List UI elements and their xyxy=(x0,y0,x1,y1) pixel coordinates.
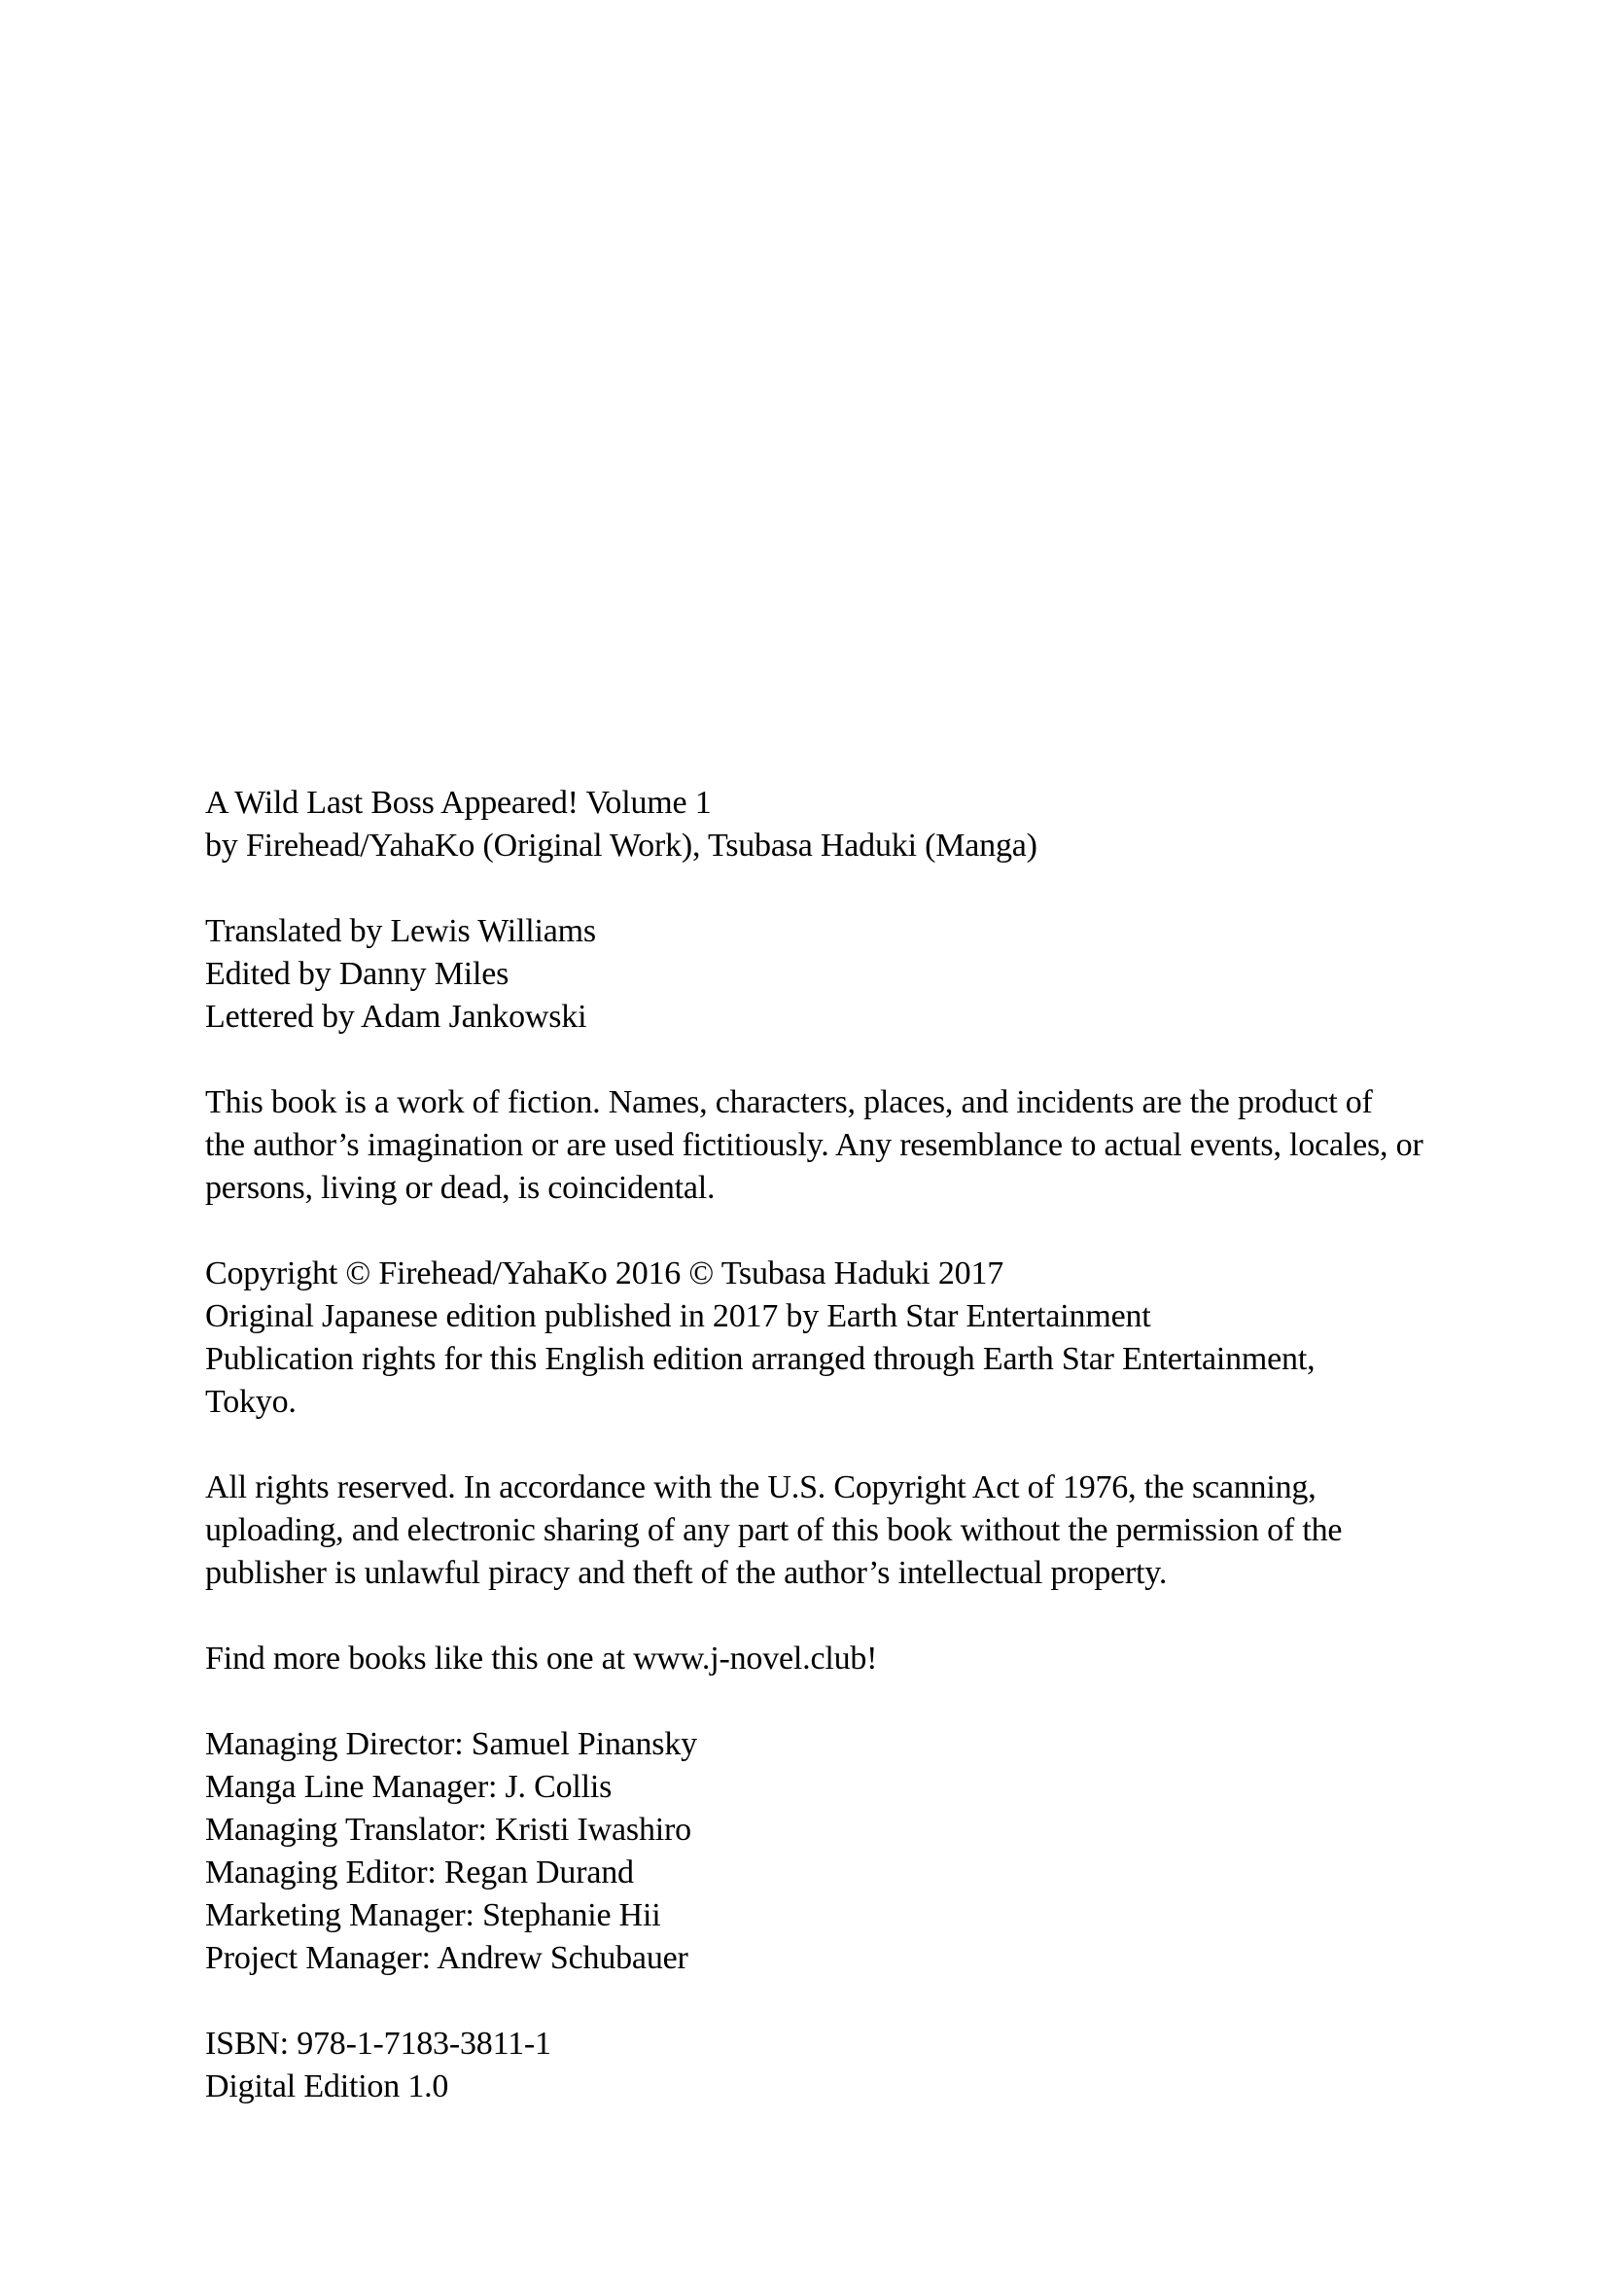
staff-credit-project-manager: Project Manager: Andrew Schubauer xyxy=(205,1940,688,1976)
paragraph-production-credits xyxy=(205,910,1423,1039)
staff-credit-marketing-manager: Marketing Manager: Stephanie Hii xyxy=(205,1897,661,1933)
isbn-line: ISBN: 978-1-7183-3811-1 xyxy=(205,2026,551,2062)
paragraph-promo xyxy=(205,1638,1423,1680)
text-line: Original Japanese edition published in 2017 by Earth Star Entertainment xyxy=(205,1298,1151,1334)
edition-line: Digital Edition 1.0 xyxy=(205,2068,449,2104)
paragraph-copyright-notice xyxy=(205,1253,1423,1424)
staff-credit-manga-line-manager: Manga Line Manager: J. Collis xyxy=(205,1769,613,1805)
paragraph-fiction-disclaimer xyxy=(205,1081,1423,1210)
translator-credit: Translated by Lewis Williams xyxy=(205,913,596,949)
staff-credit-managing-editor: Managing Editor: Regan Durand xyxy=(205,1854,634,1890)
editor-credit: Edited by Danny Miles xyxy=(205,956,509,992)
text-line: publisher is unlawful piracy and theft of the author’s intellectual property. xyxy=(205,1555,1168,1591)
text-line: Publication rights for this English edition arranged through Earth Star Entertainment, xyxy=(205,1341,1316,1377)
text-line: All rights reserved. In accordance with the U.S. Copyright Act of 1976, the scanning, xyxy=(205,1469,1317,1505)
book-title: A Wild Last Boss Appeared! Volume 1 xyxy=(205,785,712,821)
text-line: uploading, and electronic sharing of any part of this book without the permission of the xyxy=(205,1512,1343,1548)
text-line: This book is a work of fiction. Names, characters, places, and incidents are the product of xyxy=(205,1084,1373,1120)
staff-credit-managing-director: Managing Director: Samuel Pinansky xyxy=(205,1726,697,1762)
paragraph-rights-notice xyxy=(205,1466,1423,1595)
paragraph-staff-credits xyxy=(205,1723,1423,1980)
paragraph-title-block xyxy=(205,782,1423,867)
paragraph-edition-info xyxy=(205,2023,1423,2108)
copyright-line: Copyright © Firehead/YahaKo 2016 © Tsubasa Haduki 2017 xyxy=(205,1255,1004,1291)
staff-credit-managing-translator: Managing Translator: Kristi Iwashiro xyxy=(205,1812,691,1848)
letterer-credit: Lettered by Adam Jankowski xyxy=(205,999,587,1035)
promo-line: Find more books like this one at www.j-novel.club! xyxy=(205,1641,878,1677)
colophon-text-column xyxy=(205,782,1423,2108)
text-line: persons, living or dead, is coincidental. xyxy=(205,1170,716,1206)
text-line: Tokyo. xyxy=(205,1384,297,1420)
text-line: the author’s imagination or are used fictitiously. Any resemblance to actual events, locales, or xyxy=(205,1127,1423,1163)
byline: by Firehead/YahaKo (Original Work), Tsubasa Haduki (Manga) xyxy=(205,828,1037,864)
